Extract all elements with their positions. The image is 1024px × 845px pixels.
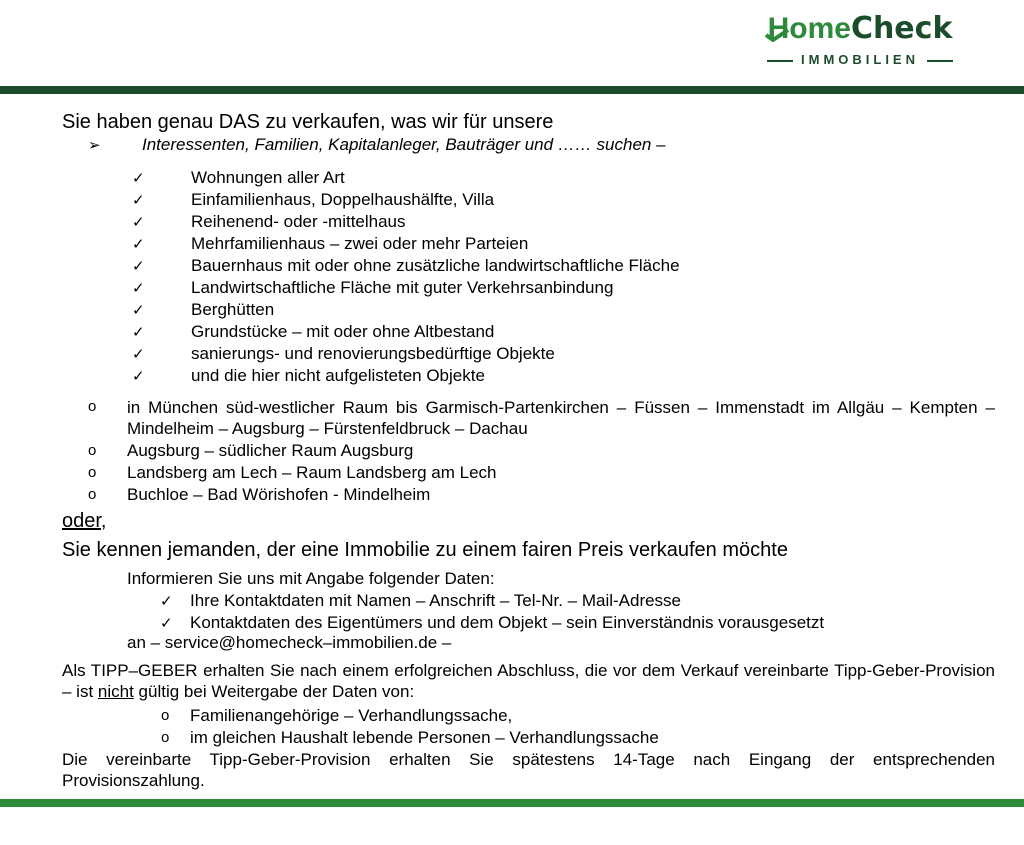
checkmark-icon: ✓	[132, 235, 145, 253]
checkmark-icon: ✓	[132, 191, 145, 209]
closing-paragraph: Die vereinbarte Tipp-Geber-Provision erhalten Sie spätestens 14-Tage nach Eingang der entsprechenden Provisionszahlung.	[62, 750, 995, 790]
checkmark-icon: ✓	[132, 345, 145, 363]
inform-text: Informieren Sie uns mit Angabe folgender Daten:	[127, 569, 495, 588]
page-heading: Sie haben genau DAS zu verkaufen, was wir für unsere	[62, 111, 554, 133]
region-item: Augsburg – südlicher Raum Augsburg	[127, 441, 414, 460]
property-type-item: Berghütten	[191, 300, 275, 319]
property-type-item: Wohnungen aller Art	[191, 168, 345, 187]
circle-bullet-icon: o	[88, 442, 97, 459]
audience-line: Interessenten, Familien, Kapitalanleger, Bauträger und …… suchen –	[142, 135, 666, 154]
header-divider	[0, 86, 1024, 94]
property-type-item: Mehrfamilienhaus – zwei oder mehr Parteien	[191, 234, 529, 253]
circle-bullet-icon: o	[88, 464, 97, 481]
logo-checkmark-icon	[764, 28, 790, 42]
circle-bullet-icon: o	[161, 729, 170, 746]
exclusion-item: Familienangehörige – Verhandlungssache,	[190, 706, 513, 725]
property-type-item: Grundstücke – mit oder ohne Altbestand	[191, 322, 495, 341]
circle-bullet-icon: o	[88, 398, 97, 415]
region-item: Buchloe – Bad Wörishofen - Mindelheim	[127, 485, 431, 504]
contact-data-item: Ihre Kontaktdaten mit Namen – Anschrift – Tel-Nr. – Mail-Adresse	[190, 591, 682, 610]
region-item: in München süd-westlicher Raum bis Garmisch-Partenkirchen – Füssen – Immenstadt im Allgäu – Kempten – Mindelheim – Augsburg – Fürstenfeldbruck – Dachau	[127, 398, 995, 438]
property-type-item: und die hier nicht aufgelisteten Objekte	[191, 366, 485, 385]
logo-subtitle: IMMOBILIEN	[740, 52, 980, 67]
checkmark-icon: ✓	[132, 323, 145, 341]
checkmark-icon: ✓	[132, 367, 145, 385]
checkmark-icon: ✓	[132, 257, 145, 275]
arrow-bullet-icon: ➢	[88, 136, 101, 154]
checkmark-icon: ✓	[160, 592, 173, 610]
property-type-item: sanierungs- und renovierungsbedürftige Objekte	[191, 344, 555, 363]
contact-data-item: Kontaktdaten des Eigentümers und dem Objekt – sein Einverständnis vorausgesetzt	[190, 613, 825, 632]
property-type-item: Bauernhaus mit oder ohne zusätzliche landwirtschaftliche Fläche	[191, 256, 680, 275]
footer-divider	[0, 799, 1024, 807]
region-item: Landsberg am Lech – Raum Landsberg am Lech	[127, 463, 497, 482]
checkmark-icon: ✓	[132, 213, 145, 231]
property-type-item: Reihenend- oder -mittelhaus	[191, 212, 406, 231]
checkmark-icon: ✓	[160, 614, 173, 632]
circle-bullet-icon: o	[88, 486, 97, 503]
company-logo	[740, 10, 980, 82]
oder-text: oder,	[62, 510, 107, 532]
circle-bullet-icon: o	[161, 707, 170, 724]
property-type-item: Einfamilienhaus, Doppelhaushälfte, Villa	[191, 190, 495, 209]
subheading: Sie kennen jemanden, der eine Immobilie zu einem fairen Preis verkaufen möchte	[62, 539, 788, 561]
exclusion-item: im gleichen Haushalt lebende Personen – Verhandlungssache	[190, 728, 659, 747]
contact-email-line: an – service@homecheck–immobilien.de –	[127, 633, 452, 652]
checkmark-icon: ✓	[132, 279, 145, 297]
checkmark-icon: ✓	[132, 301, 145, 319]
checkmark-icon: ✓	[132, 169, 145, 187]
tipp-paragraph: Als TIPP–GEBER erhalten Sie nach einem erfolgreichen Abschluss, die vor dem Verkauf vereinbarte Tipp-Geber-Provision – ist nicht gültig bei Weitergabe der Daten von:	[62, 661, 995, 701]
property-type-item: Landwirtschaftliche Fläche mit guter Verkehrsanbindung	[191, 278, 614, 297]
logo-wordmark: HomeCheck	[767, 11, 953, 46]
